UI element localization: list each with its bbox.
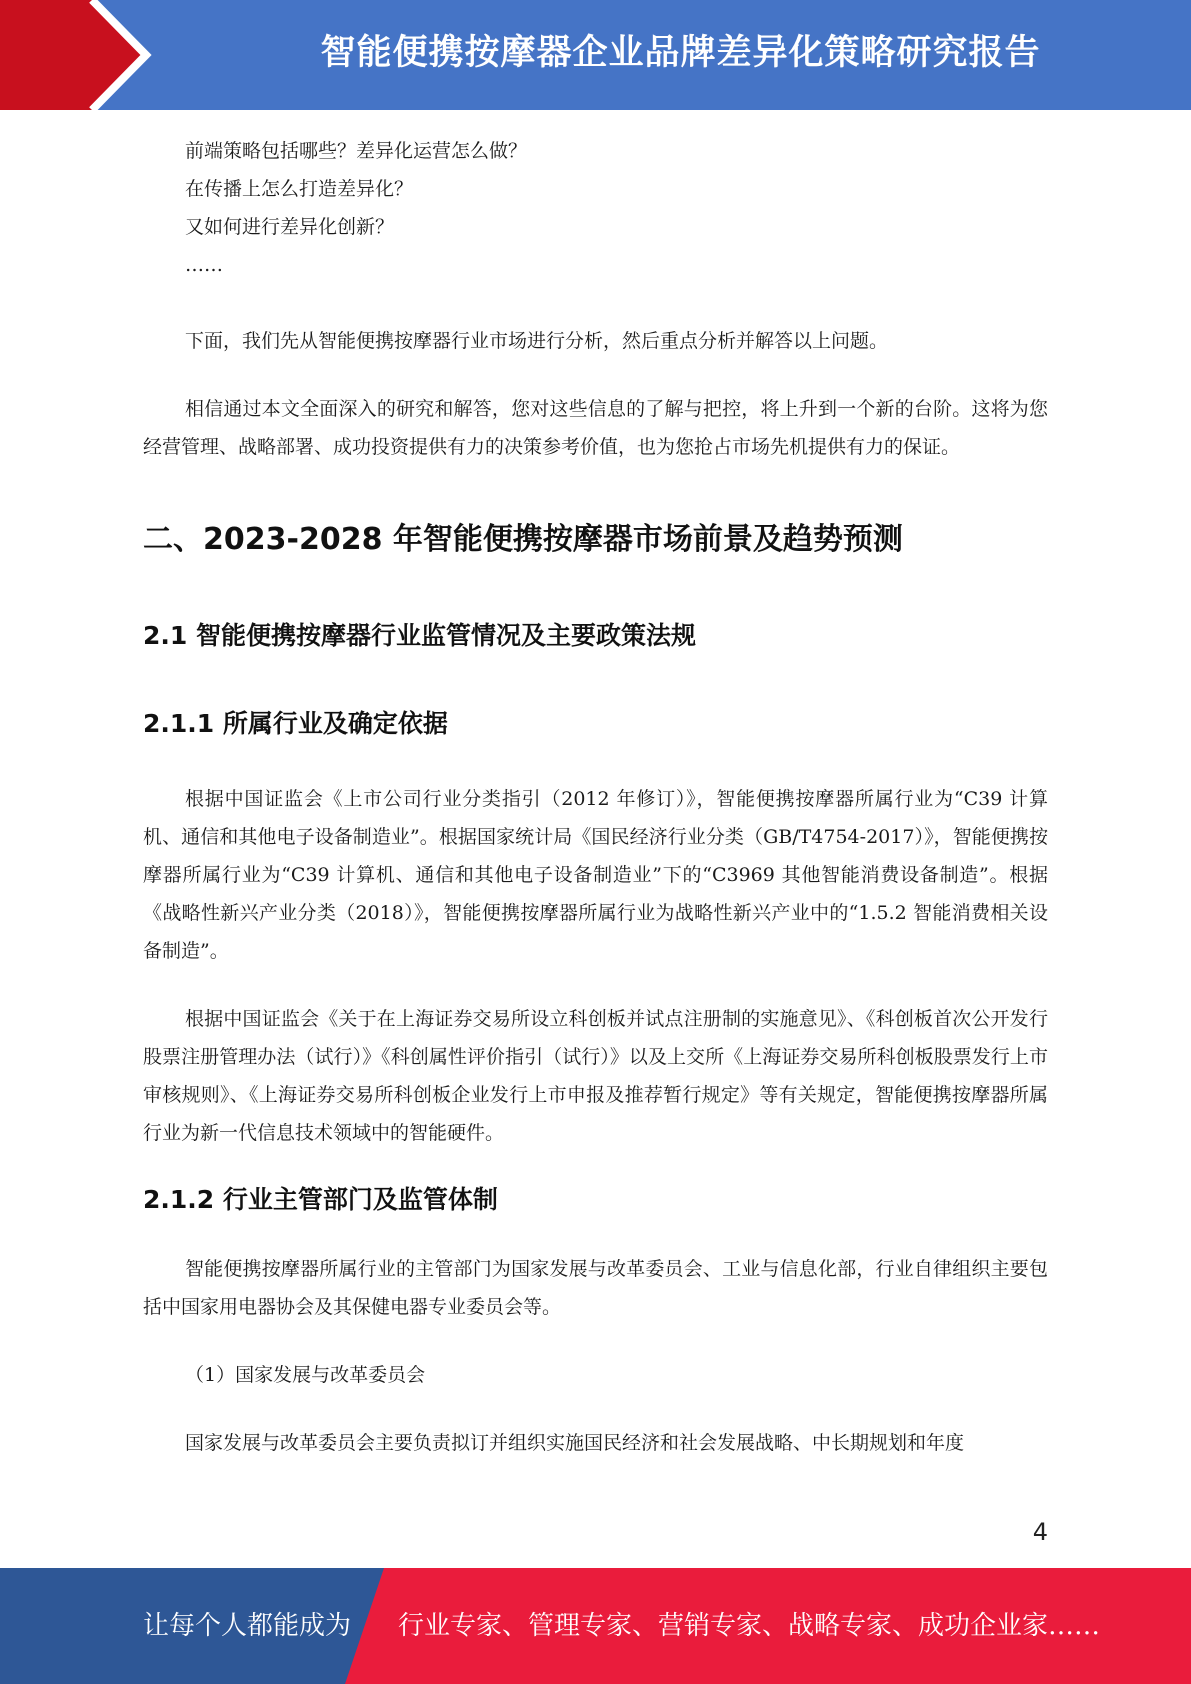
page-number: 4: [1032, 1518, 1048, 1546]
question-list: [143, 132, 1048, 284]
subsubsection-heading: 2.1.2 行业主管部门及监管体制: [143, 1185, 498, 1214]
report-title: 智能便携按摩器企业品牌差异化策略研究报告: [320, 33, 1041, 73]
footer-banner: [0, 1568, 1191, 1684]
question-line: 前端策略包括哪些？差异化运营怎么做？: [185, 140, 528, 162]
intro-paragraph: 下面，我们先从智能便携按摩器行业市场进行分析，然后重点分析并解答以上问题。: [185, 330, 889, 352]
intro-paragraph: 相信通过本文全面深入的研究和解答，您对这些信息的了解与把控，将上升到一个新的台阶。这将为您经营管理、战略部署、成功投资提供有力的决策参考价值，也为您抢占市场先机提供有力的保证。: [143, 398, 1048, 458]
subsection-heading: 2.1 智能便携按摩器行业监管情况及主要政策法规: [143, 621, 696, 650]
body-paragraph: 智能便携按摩器所属行业的主管部门为国家发展与改革委员会、工业与信息化部，行业自律组织主要包括中国家用电器协会及其保健电器专业委员会等。: [143, 1258, 1048, 1318]
red-arrow-decoration: [0, 0, 160, 110]
footer-slogan-right: 行业专家、管理专家、营销专家、战略专家、成功企业家……: [398, 1611, 1101, 1641]
question-line: 又如何进行差异化创新？: [185, 216, 395, 238]
body-paragraph: 根据中国证监会《上市公司行业分类指引（2012 年修订）》，智能便携按摩器所属行业为“C39 计算机、通信和其他电子设备制造业”。根据国家统计局《国民经济行业分类（GB/T4754-2017）》，智能便携按摩器所属行业为“C39 计算机、通信和其他电子设备制造业”下的“C3969 其他智能消费设备制造”。根据《战略性新兴产业分类（2018）》，智能便携按摩器所属行业为战略性新兴产业中的“1.5.2 智能消费相关设备制造”。: [143, 788, 1048, 962]
list-item-label: （1）国家发展与改革委员会: [185, 1364, 426, 1386]
body-paragraph: 国家发展与改革委员会主要负责拟订并组织实施国民经济和社会发展战略、中长期规划和年度: [185, 1432, 965, 1454]
body-paragraph: 根据中国证监会《关于在上海证券交易所设立科创板并试点注册制的实施意见》、《科创板首次公开发行股票注册管理办法（试行）》《科创属性评价指引（试行）》以及上交所《上海证券交易所科创板股票发行上市审核规则》、《上海证券交易所科创板企业发行上市申报及推荐暂行规定》等有关规定，智能便携按摩器所属行业为新一代信息技术领域中的智能硬件。: [143, 1008, 1048, 1144]
question-line: 在传播上怎么打造差异化？: [185, 178, 414, 200]
section-heading: 二、2023-2028 年智能便携按摩器市场前景及趋势预测: [143, 522, 903, 557]
question-ellipsis: ……: [185, 254, 223, 276]
subsubsection-heading: 2.1.1 所属行业及确定依据: [143, 709, 448, 738]
document-body: [143, 130, 1048, 1462]
footer-slogan-left: 让每个人都能成为: [143, 1611, 352, 1641]
header-banner: [0, 0, 1191, 110]
